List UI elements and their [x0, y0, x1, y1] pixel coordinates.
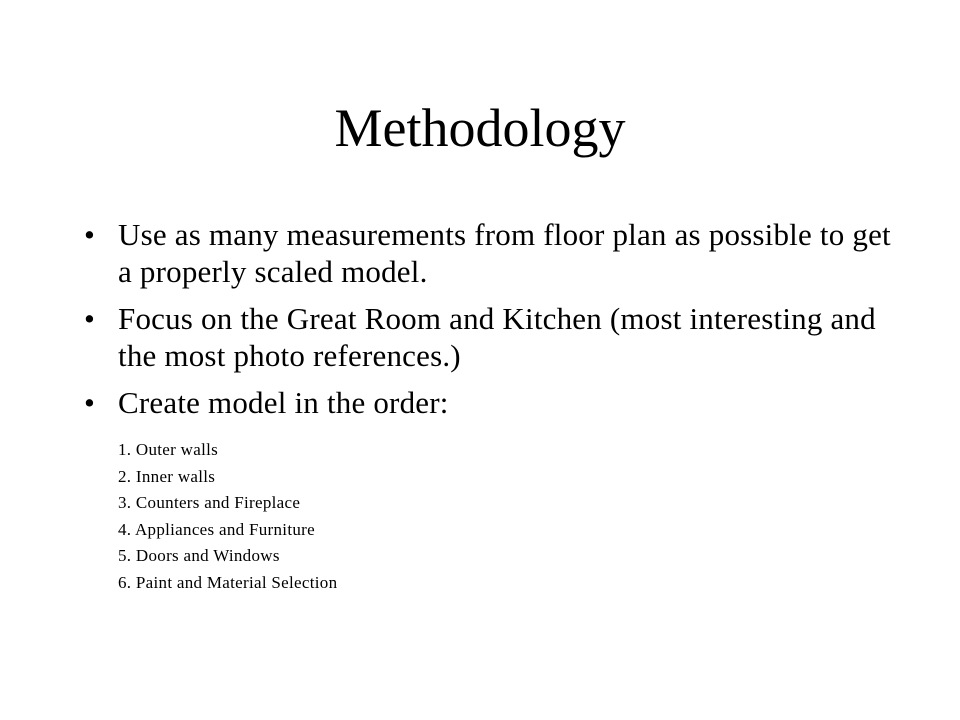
bullet-item — [84, 384, 904, 421]
bullet-list — [84, 216, 904, 431]
step-item: 2. Inner walls — [118, 466, 216, 486]
bullet-text: Focus on the Great Room and Kitchen (most interesting and the most photo references.) — [118, 301, 876, 373]
bullet-marker: • — [84, 385, 96, 420]
step-item: 4. Appliances and Furniture — [118, 519, 315, 539]
step-item: 3. Counters and Fireplace — [118, 493, 301, 512]
bullet-item — [84, 216, 904, 290]
bullet-marker: • — [84, 301, 96, 336]
bullet-item — [84, 300, 904, 374]
step-item: 6. Paint and Material Selection — [118, 572, 338, 592]
step-item: 5. Doors and Windows — [118, 546, 280, 565]
step-item: 1. Outer walls — [118, 440, 219, 459]
slide-title: Methodology — [334, 98, 626, 158]
bullet-text: Use as many measurements from floor plan as possible to get a properly scaled model. — [118, 217, 891, 289]
ordered-step-list — [118, 437, 337, 596]
bullet-marker: • — [84, 217, 96, 252]
bullet-text: Create model in the order: — [118, 385, 449, 420]
